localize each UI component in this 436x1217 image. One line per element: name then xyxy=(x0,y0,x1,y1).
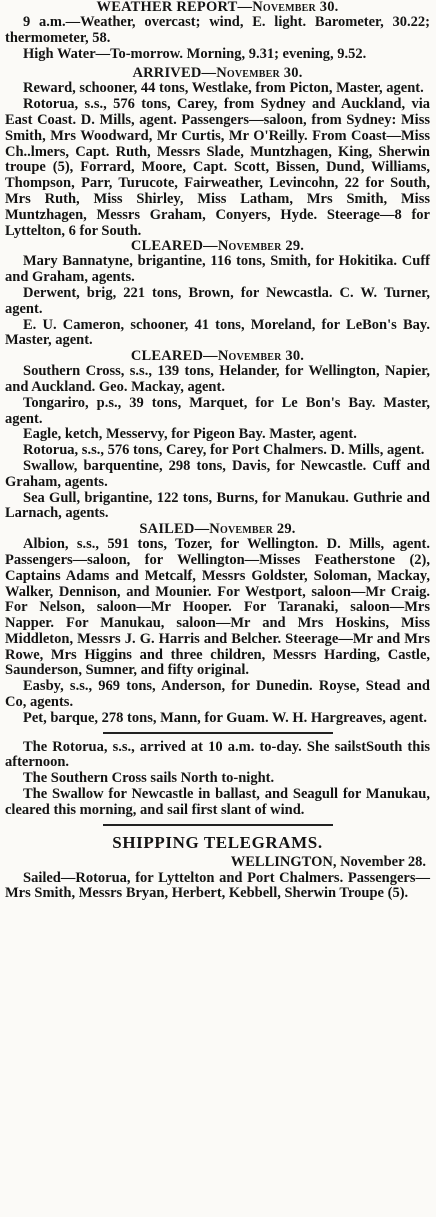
telegram-dateline: WELLINGTON, November 28. xyxy=(230,853,426,870)
cleared-entry: Sea Gull, brigantine, 122 tons, Burns, for Manukau. Guthrie and Larnach, agents. xyxy=(5,489,430,522)
arrived-section xyxy=(5,66,430,239)
cleared-entry: Swallow, barquentine, 298 tons, Davis, for Newcastle. Cuff and Graham, agents. xyxy=(5,457,430,490)
arrived-heading: ARRIVED—November 30. xyxy=(132,65,303,82)
high-water-paragraph: High Water—To-morrow. Morning, 9.31; evening, 9.52. xyxy=(23,45,367,62)
sailed-entry: Albion, s.s., 591 tons, Tozer, for Wellington. D. Mills, agent. Passengers—saloon, for Wellington—Misses Featherstone (2), Captains Adams and Metcalf, Messrs Goldster, Soloman, Mackay, Walker, Dennison, and Mounier. For Westport, saloon—Mr Craig. For Nelson, saloon—Mr Hooper. For Taranaki, saloon—Mrs Napper. For Manukau, saloon—Mr and Mrs Hoskins, Miss Middleton, Messrs J. G. Harris and Belcher. Steerage—Mr and Mrs Rowe, Mrs Higgins and three children, Messrs Harding, Castle, Saunderson, Sumner, and fifty original. xyxy=(5,536,430,679)
telegrams-title: SHIPPING TELEGRAMS. xyxy=(112,832,323,852)
cleared-entry: Southern Cross, s.s., 139 tons, Helander, for Wellington, Napier, and Auckland. Geo. Mackay, agent. xyxy=(5,363,430,395)
section-divider xyxy=(103,732,333,734)
arrived-entry: Reward, schooner, 44 tons, Westlake, from Picton, Master, agent. xyxy=(23,80,424,97)
shipping-note: The Southern Cross sails North to-night. xyxy=(23,770,275,787)
cleared-entry: Mary Bannatyne, brigantine, 116 tons, Smith, for Hokitika. Cuff and Graham, agents. xyxy=(5,253,430,286)
cleared-nov30-heading: CLEARED—November 30. xyxy=(130,348,305,365)
cleared-nov29-heading: CLEARED—November 29. xyxy=(130,238,305,255)
arrived-entry: Rotorua, s.s., 576 tons, Carey, from Sydney and Auckland, via East Coast. D. Mills, agent. Passengers—saloon, from Sydney: Miss Smith, Mrs Woodward, Mr Curtis, Mr O'Reilly. From Coast—Miss Ch..lmers, Capt. Ruth, Messrs Slade, Muntzhagen, King, Sherwin troupe (5), Forrard, Moore, Capt. Scott, Bissen, Dund, Williams, Thompson, Parr, Turucote, Fairweather, Levincohn, 22 for South, Mrs Ruth, Miss Shirley, Miss Latham, Mrs Smith, Miss Muntzhagen, Messrs Graham, Conyers, Hyde. Steerage—8 for Lyttelton, 6 for South. xyxy=(5,96,430,239)
weather-report-heading: WEATHER REPORT—November 30. xyxy=(96,0,339,15)
shipping-note: The Swallow for Newcastle in ballast, and Seagull for Manukau, cleared this morning, and sail first slant of wind. xyxy=(5,786,430,818)
sailed-section xyxy=(5,522,430,727)
telegram-entry: Sailed—Rotorua, for Lyttelton and Port Chalmers. Passengers—Mrs Smith, Messrs Bryan, Herbert, Kebbell, Sherwin Troupe (5). xyxy=(5,869,430,902)
shipping-telegrams-section xyxy=(5,832,430,903)
weather-paragraph: 9 a.m.—Weather, overcast; wind, E. light. Barometer, 30.22; thermometer, 58. xyxy=(5,14,430,46)
cleared-nov30-section xyxy=(5,349,430,522)
cleared-entry: Rotorua, s.s., 576 tons, Carey, for Port Chalmers. D. Mills, agent. xyxy=(23,442,425,459)
cleared-nov29-section xyxy=(5,239,430,349)
cleared-entry: Tongariro, p.s., 39 tons, Marquet, for Le Bon's Bay. Master, agent. xyxy=(5,394,430,427)
cleared-entry: E. U. Cameron, schooner, 41 tons, Moreland, for LeBon's Bay. Master, agent. xyxy=(5,316,430,349)
sailed-heading: SAILED—November 29. xyxy=(139,521,296,538)
cleared-entry: Eagle, ketch, Messervy, for Pigeon Bay. Master, agent. xyxy=(23,426,357,443)
shipping-note: The Rotorua, s.s., arrived at 10 a.m. to-day. She sailstSouth this afternoon. xyxy=(5,738,430,771)
section-divider xyxy=(103,824,333,826)
sailed-entry: Easby, s.s., 969 tons, Anderson, for Dunedin. Royse, Stead and Co, agents. xyxy=(5,678,430,711)
weather-report-section xyxy=(5,0,430,62)
cleared-entry: Derwent, brig, 221 tons, Brown, for Newcastla. C. W. Turner, agent. xyxy=(5,284,430,317)
sailed-entry: Pet, barque, 278 tons, Mann, for Guam. W. H. Hargreaves, agent. xyxy=(23,709,427,726)
shipping-notes-section xyxy=(5,740,430,819)
